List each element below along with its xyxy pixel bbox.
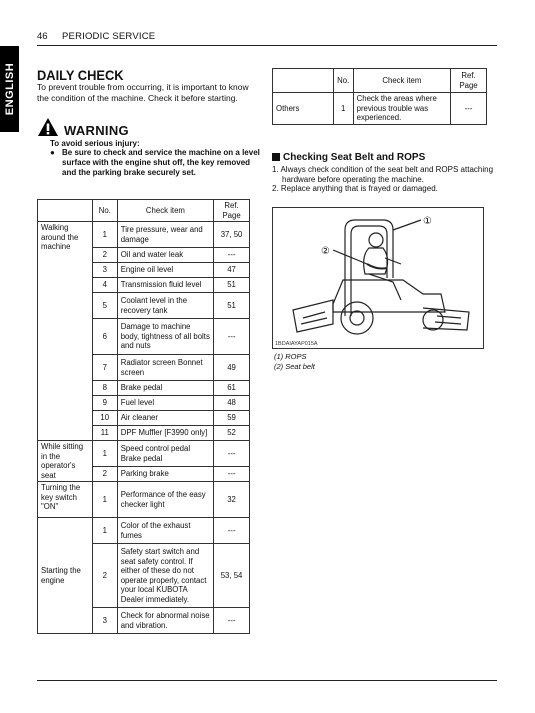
footer-divider xyxy=(37,680,497,681)
warning-heading: WARNING xyxy=(64,123,129,138)
row-page: 61 xyxy=(214,381,250,396)
row-no: 2 xyxy=(92,248,117,263)
page-number: 46 xyxy=(37,31,48,42)
row-page: --- xyxy=(451,93,487,125)
row-item: Transmission fluid level xyxy=(117,278,213,293)
row-item: Oil and water leak xyxy=(117,248,213,263)
rops-illustration xyxy=(272,207,484,349)
row-no: 2 xyxy=(92,544,117,608)
row-item: Engine oil level xyxy=(117,263,213,278)
section-header: PERIODIC SERVICE xyxy=(62,31,156,42)
step-item: 2. Replace anything that is frayed or damaged. xyxy=(272,184,438,194)
row-page: 49 xyxy=(214,355,250,381)
figure-code: 1BDAIAYAP015A xyxy=(275,341,318,347)
group-label: Starting the engine xyxy=(38,518,93,634)
row-item: Fuel level xyxy=(117,396,213,411)
row-page: 47 xyxy=(214,263,250,278)
row-no: 9 xyxy=(92,396,117,411)
row-item: Coolant level in the recovery tank xyxy=(117,293,213,319)
row-no: 11 xyxy=(92,426,117,441)
row-item: Radiator screen Bonnet screen xyxy=(117,355,213,381)
table-header-no: No. xyxy=(92,200,117,222)
mower-drawing xyxy=(273,208,483,348)
callout-2: ② xyxy=(321,246,330,257)
row-no: 1 xyxy=(92,222,117,248)
row-page: 48 xyxy=(214,396,250,411)
table-header-ref-page: Ref. Page xyxy=(214,200,250,222)
row-item: Brake pedal xyxy=(117,381,213,396)
table-header-blank xyxy=(38,200,93,222)
table-header-check-item: Check item xyxy=(117,200,213,222)
row-item: Check the areas where previous trouble was experienced. xyxy=(353,93,450,125)
row-no: 5 xyxy=(92,293,117,319)
row-page: --- xyxy=(214,441,250,467)
seat-belt-title-text: Checking Seat Belt and ROPS xyxy=(283,152,426,163)
row-item: Tire pressure, wear and damage xyxy=(117,222,213,248)
caption-seat-belt: (2) Seat belt xyxy=(274,361,315,371)
table-row xyxy=(38,518,250,544)
warning-text: Be sure to check and service the machine on a level surface with the engine shut off, the key removed and the parking brake securely set. xyxy=(62,148,260,177)
row-item: Damage to machine body, tightness of all bolts and nuts xyxy=(117,319,213,355)
row-no: 3 xyxy=(92,263,117,278)
row-no: 10 xyxy=(92,411,117,426)
row-page: --- xyxy=(214,608,250,634)
header-divider xyxy=(37,45,497,46)
row-item: Check for abnormal noise and vibration. xyxy=(117,608,213,634)
row-no: 7 xyxy=(92,355,117,381)
table-header-no: No. xyxy=(333,69,353,93)
row-no: 2 xyxy=(92,467,117,482)
row-page: 53, 54 xyxy=(214,544,250,608)
group-label: While sitting in the operator's seat xyxy=(38,441,93,482)
row-item: Speed control pedal Brake pedal xyxy=(117,441,213,467)
row-item: Air cleaner xyxy=(117,411,213,426)
row-page: 32 xyxy=(214,482,250,518)
row-page: 51 xyxy=(214,278,250,293)
seat-belt-section-title xyxy=(272,152,425,163)
table-row xyxy=(38,441,250,467)
table-header-blank xyxy=(273,69,334,93)
row-item: Performance of the easy checker light xyxy=(117,482,213,518)
table-row xyxy=(38,222,250,248)
callout-1: ① xyxy=(423,216,432,227)
row-page: 59 xyxy=(214,411,250,426)
row-item: DPF Muffler [F3990 only] xyxy=(117,426,213,441)
row-item: Parking brake xyxy=(117,467,213,482)
group-label: Turning the key switch "ON" xyxy=(38,482,93,518)
section-square-icon xyxy=(272,153,280,161)
table-row xyxy=(273,93,487,125)
row-no: 1 xyxy=(333,93,353,125)
figure-captions xyxy=(274,352,315,371)
table-header-ref-page: Ref. Page xyxy=(451,69,487,93)
step-item: 1. Always check condition of the seat belt and ROPS attaching hardware before operating the machine. xyxy=(272,165,494,184)
table-header-check-item: Check item xyxy=(353,69,450,93)
row-no: 4 xyxy=(92,278,117,293)
group-label: Others xyxy=(273,93,334,125)
bullet-icon: ● xyxy=(50,148,55,157)
language-tab-label: ENGLISH xyxy=(3,62,16,116)
caption-rops: (1) ROPS xyxy=(274,352,307,361)
row-no: 8 xyxy=(92,381,117,396)
table-row xyxy=(38,482,250,518)
row-item: Color of the exhaust fumes xyxy=(117,518,213,544)
daily-check-intro: To prevent trouble from occurring, it is important to know the condition of the machine. Check it before starting. xyxy=(37,82,249,103)
row-no: 1 xyxy=(92,441,117,467)
warning-subtitle: To avoid serious injury: xyxy=(50,139,140,148)
row-page: --- xyxy=(214,467,250,482)
row-page: 51 xyxy=(214,293,250,319)
row-no: 3 xyxy=(92,608,117,634)
row-no: 1 xyxy=(92,482,117,518)
row-page: 37, 50 xyxy=(214,222,250,248)
daily-check-table xyxy=(37,199,250,634)
row-no: 6 xyxy=(92,319,117,355)
row-item: Safety start switch and seat safety control. If either of these do not operate properly, contact your local KUBOTA Dealer immediately. xyxy=(117,544,213,608)
row-page: --- xyxy=(214,248,250,263)
daily-check-title: DAILY CHECK xyxy=(37,67,124,83)
row-page: 52 xyxy=(214,426,250,441)
others-table xyxy=(272,68,487,125)
table-header-row xyxy=(273,69,487,93)
row-page: --- xyxy=(214,319,250,355)
group-label: Walking around the machine xyxy=(38,222,93,441)
language-tab xyxy=(0,46,19,132)
row-no: 1 xyxy=(92,518,117,544)
table-header-row xyxy=(38,200,250,222)
seat-belt-steps xyxy=(272,165,497,194)
row-page: --- xyxy=(214,518,250,544)
warning-icon xyxy=(37,117,59,137)
